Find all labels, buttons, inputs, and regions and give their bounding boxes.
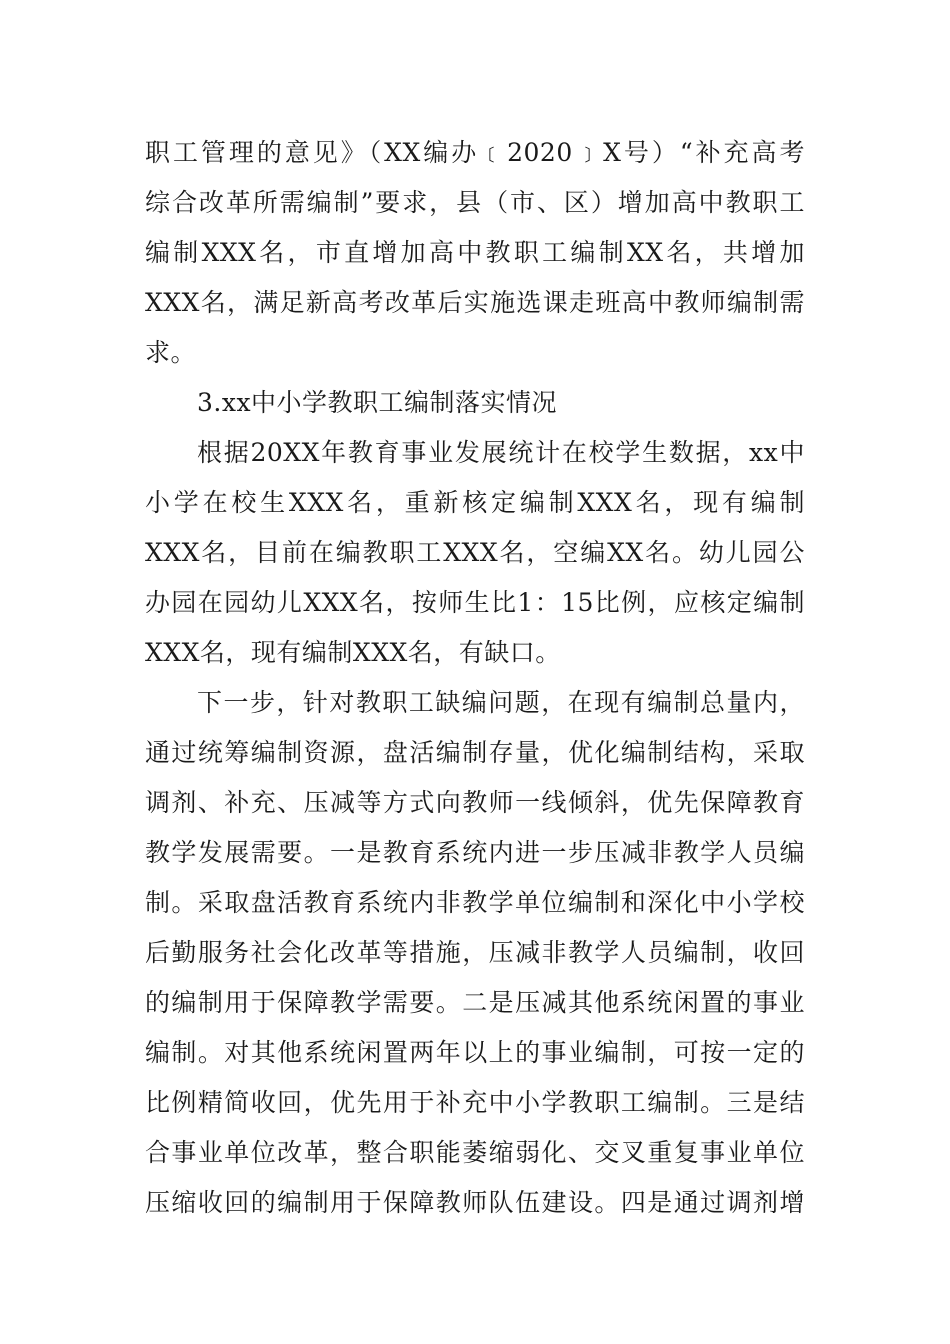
text-line: 编制XXX名，市直增加高中教职工编制XX名，共增加	[145, 238, 805, 267]
text-line: 的编制用于保障教学需要。二是压减其他系统闲置的事业	[145, 988, 805, 1017]
section-heading: 3.xx中小学教职工编制落实情况	[197, 388, 558, 417]
text-line: 小学在校生XXX名，重新核定编制XXX名，现有编制	[145, 488, 805, 517]
text-line: 下一步，针对教职工缺编问题，在现有编制总量内，	[197, 688, 805, 717]
text-line: XXX名，目前在编教职工XXX名，空编XX名。幼儿园公	[145, 538, 805, 567]
text-line: XXX名，满足新高考改革后实施选课走班高中教师编制需	[145, 288, 805, 317]
text-line: 求。	[145, 338, 197, 367]
text-line: 教学发展需要。一是教育系统内进一步压减非教学人员编	[145, 838, 805, 867]
text-line: 比例精简收回，优先用于补充中小学教职工编制。三是结	[145, 1088, 805, 1117]
text-line: 根据20XX年教育事业发展统计在校学生数据，xx中	[197, 438, 805, 467]
text-line: 职工管理的意见》（XX编办﹝2020﹞X号）“补充高考	[145, 138, 805, 167]
text-line: 制。采取盘活教育系统内非教学单位编制和深化中小学校	[145, 888, 805, 917]
text-line: 合事业单位改革，整合职能萎缩弱化、交叉重复事业单位	[145, 1138, 805, 1167]
text-line: 编制。对其他系统闲置两年以上的事业编制，可按一定的	[145, 1038, 805, 1067]
text-line: 调剂、补充、压减等方式向教师一线倾斜，优先保障教育	[145, 788, 805, 817]
text-line: 办园在园幼儿XXX名，按师生比1：15比例，应核定编制	[145, 588, 805, 617]
text-line: XXX名，现有编制XXX名，有缺口。	[145, 638, 561, 667]
text-line: 综合改革所需编制”要求，县（市、区）增加高中教职工	[145, 188, 805, 217]
text-line: 通过统筹编制资源，盘活编制存量，优化编制结构，采取	[145, 738, 805, 767]
text-line: 后勤服务社会化改革等措施，压减非教学人员编制，收回	[145, 938, 805, 967]
text-line: 压缩收回的编制用于保障教师队伍建设。四是通过调剂增	[145, 1188, 805, 1217]
